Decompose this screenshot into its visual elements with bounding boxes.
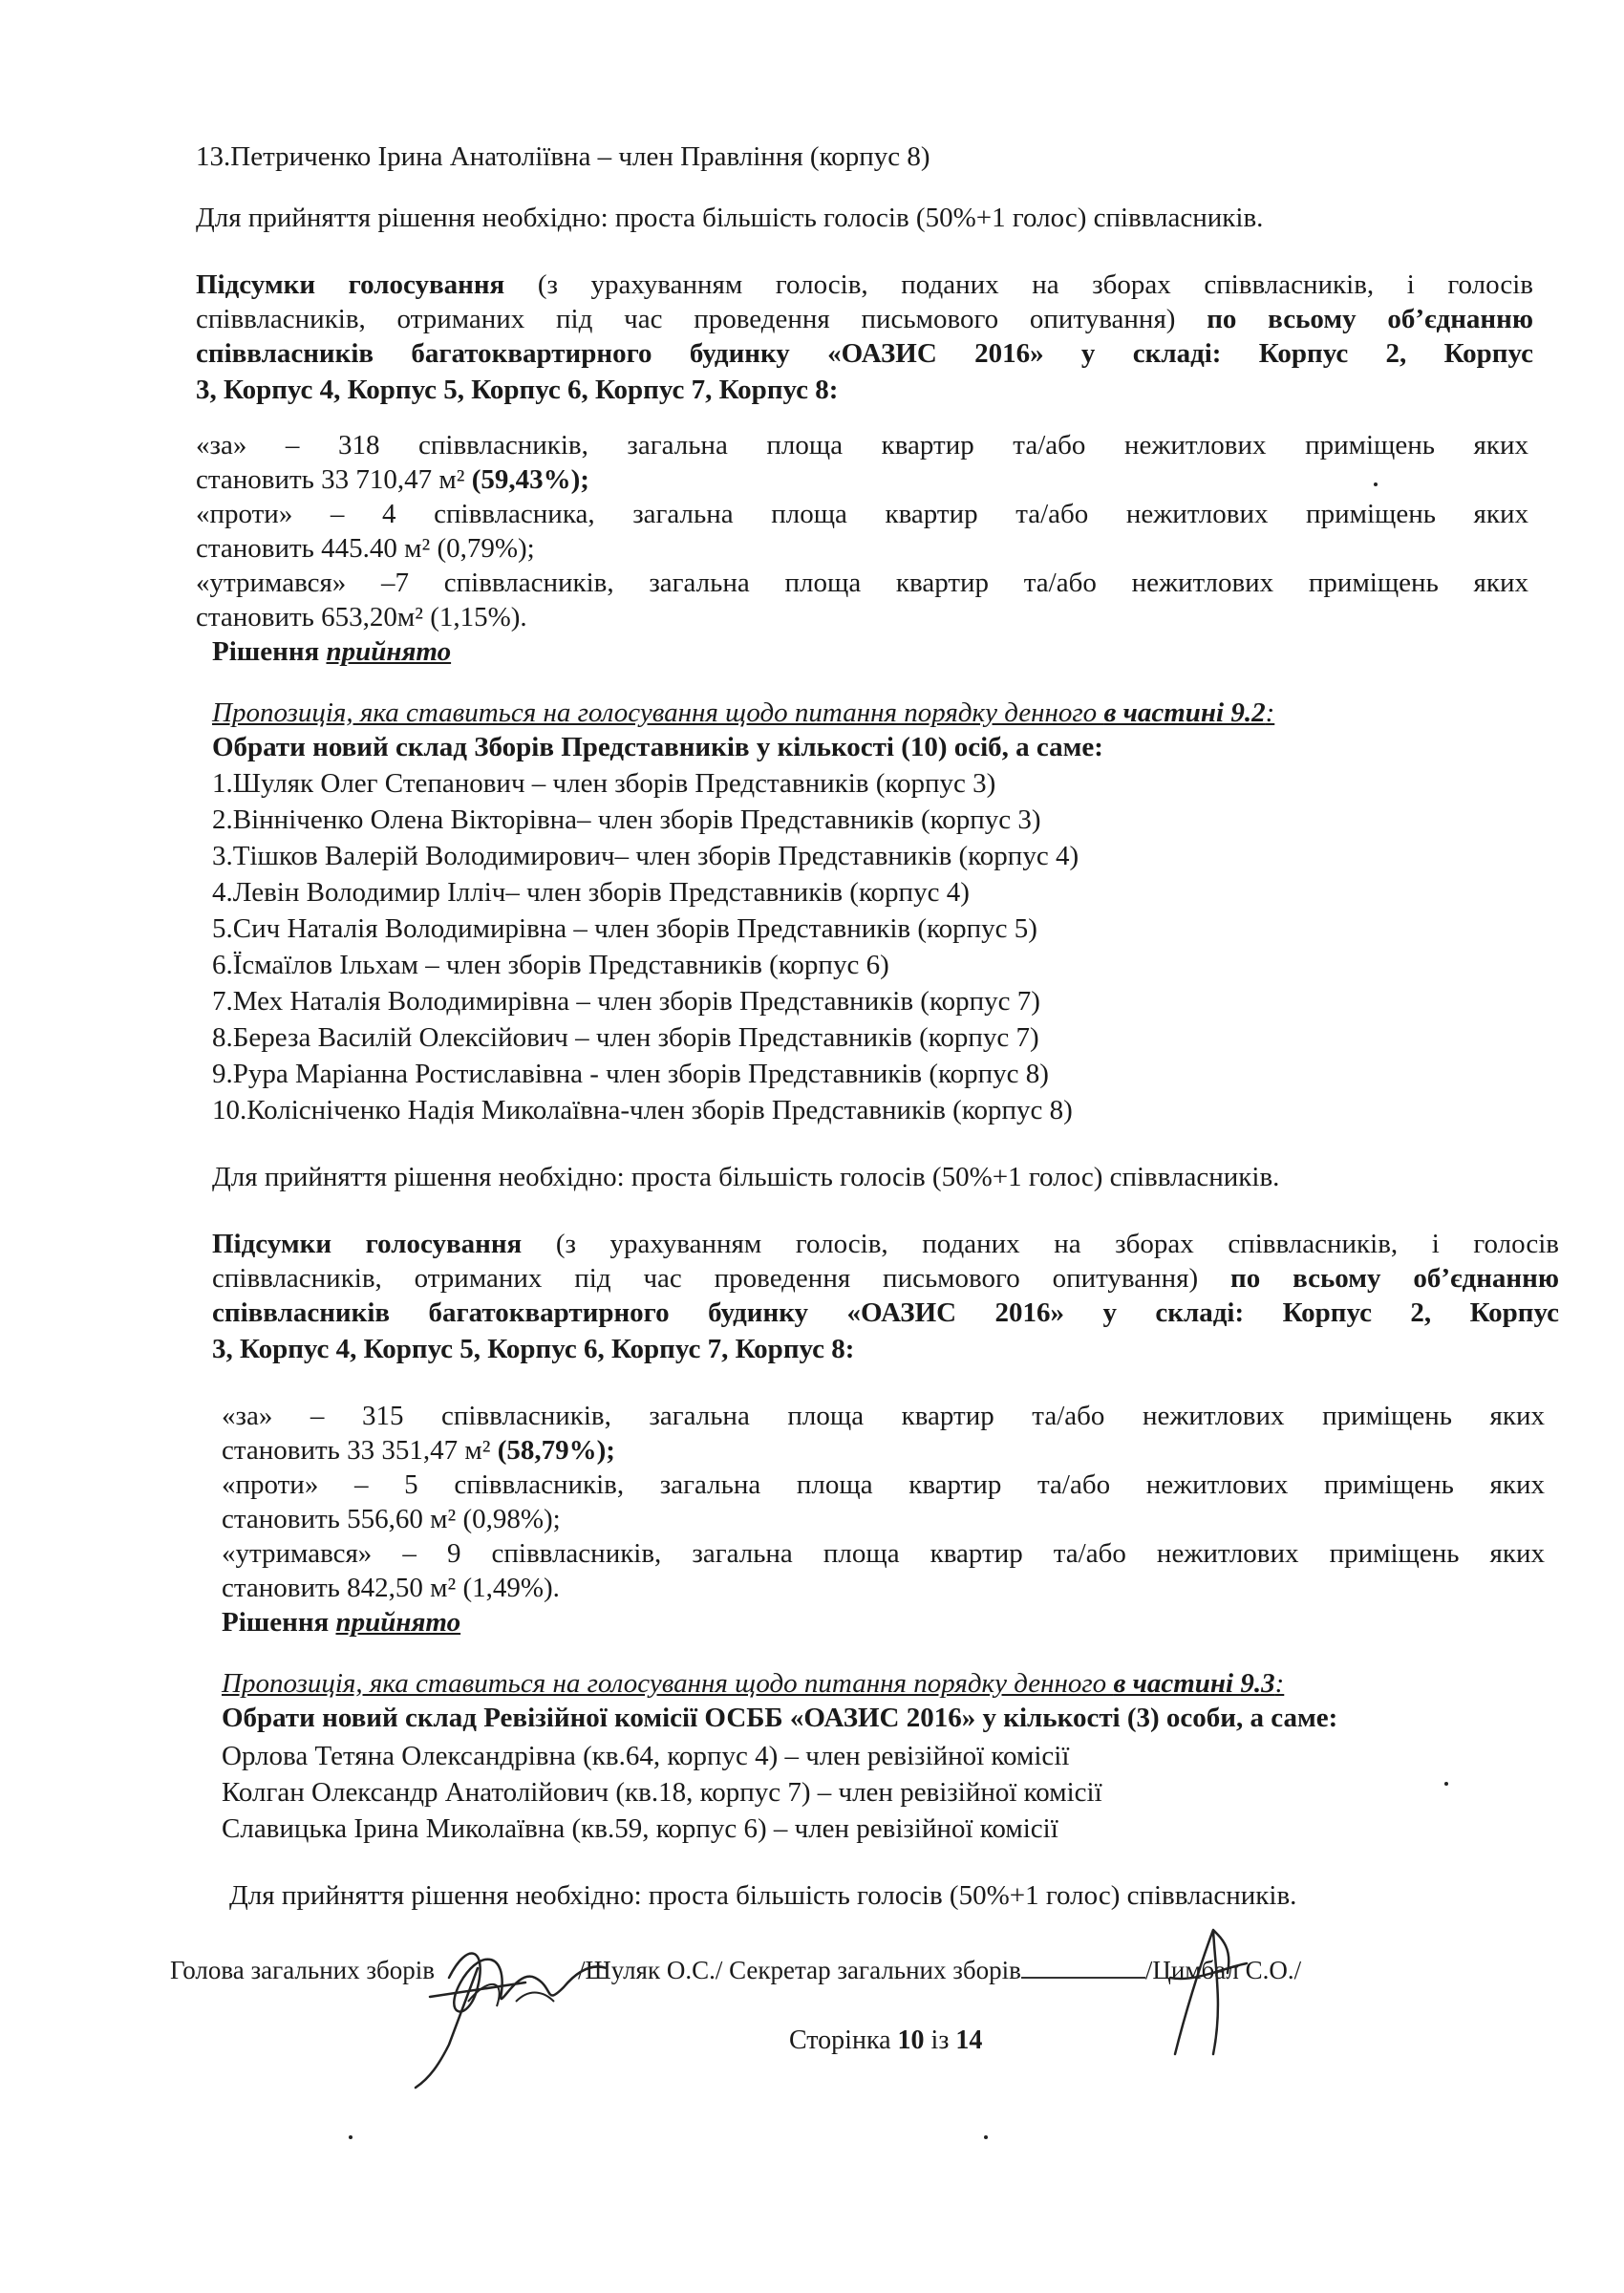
- vote-1-proty-line-1: «проти» – 4 співвласника, загальна площа квартир та/або нежитлових приміщень яких: [196, 499, 1528, 529]
- vote-1-utr-line-1: «утримався» –7 співвласників, загальна площа квартир та/або нежитлових приміщень яких: [196, 568, 1528, 598]
- decision-1-label: Рішення: [212, 636, 327, 667]
- vote-2-proty-line-2: становить 556,60 м² (0,98%);: [222, 1504, 561, 1534]
- page-total: 14: [955, 2025, 983, 2055]
- vote-2-za-percent: (58,79%);: [497, 1435, 615, 1466]
- proposal-9-2-part: в частині 9.2: [1103, 697, 1266, 728]
- summary-1-line-2: [196, 302, 1533, 336]
- vote-2-utr-line-1: «утримався» – 9 співвласників, загальна площа квартир та/або нежитлових приміщень яких: [222, 1538, 1545, 1569]
- representative-item: 7.Мех Наталія Володимирівна – член зборів Представників (корпус 7): [212, 986, 1040, 1017]
- proposal-9-2-colon: :: [1265, 697, 1275, 728]
- scan-speck: [349, 2135, 353, 2139]
- page-separator: із: [924, 2025, 956, 2055]
- representative-item: 2.Вінніченко Олена Вікторівна– член зборів Представників (корпус 3): [212, 804, 1041, 835]
- chair-signature-line: [170, 1953, 1301, 1987]
- secretary-label: Секретар загальних зборів: [729, 1956, 1021, 1984]
- decision-1: [212, 634, 451, 669]
- vote-2-proty-line-1: «проти» – 5 співвласників, загальна площа квартир та/або нежитлових приміщень яких: [222, 1469, 1545, 1500]
- proposal-9-3-heading: Обрати новий склад Ревізійної комісії ОСББ «ОАЗИС 2016» у кількості (3) особи, а саме:: [222, 1703, 1338, 1733]
- summary-2-line-1: [212, 1227, 1559, 1261]
- scan-speck: [1444, 1782, 1448, 1786]
- representative-item: 6.Їсмаїлов Ільхам – член зборів Представників (корпус 6): [212, 950, 889, 980]
- proposal-9-2-heading: Обрати новий склад Зборів Представників у кількості (10) осіб, а саме:: [212, 732, 1103, 762]
- summary-2-line-2: [212, 1261, 1559, 1296]
- summary-2-line-4: 3, Корпус 4, Корпус 5, Корпус 6, Корпус 7, Корпус 8:: [212, 1334, 855, 1364]
- proposal-9-2-intro: [212, 696, 1274, 730]
- chair-label: Голова загальних зборів: [170, 1956, 436, 1984]
- summary-1-bold-2: по всьому об’єднанню: [1207, 304, 1534, 334]
- chair-name: /Шуляк О.С./: [578, 1956, 723, 1984]
- requirement-note-1: Для прийняття рішення необхідно: проста більшість голосів (50%+1 голос) співвласників.: [196, 203, 1264, 233]
- page-prefix: Сторінка: [789, 2025, 898, 2055]
- page-number: [789, 2024, 982, 2058]
- chair-signature: [411, 1911, 640, 2092]
- scan-speck: [1374, 482, 1378, 486]
- audit-member-item: Славицька Ірина Миколаївна (кв.59, корпус 6) – член ревізійної комісії: [222, 1813, 1058, 1844]
- vote-2-za-area: становить 33 351,47 м²: [222, 1435, 498, 1466]
- vote-1-proty-line-2: становить 445.40 м² (0,79%);: [196, 533, 535, 564]
- board-member-13: 13.Петриченко Ірина Анатоліївна – член Правління (корпус 8): [196, 141, 930, 172]
- summary-2-title: Підсумки голосування: [212, 1229, 523, 1259]
- proposal-9-2-intro-text: Пропозиція, яка ставиться на голосування щодо питання порядку денного: [212, 697, 1104, 728]
- summary-2-bold-2: по всьому об’єднанню: [1230, 1263, 1560, 1294]
- requirement-note-2: Для прийняття рішення необхідно: проста більшість голосів (50%+1 голос) співвласників.: [212, 1162, 1280, 1192]
- vote-1-za-area: становить 33 710,47 м²: [196, 464, 472, 495]
- summary-1-line-3: співвласників багатоквартирного будинку «ОАЗИС 2016» у складі: Корпус 2, Корпус: [196, 338, 1533, 369]
- summary-1-text: (з урахуванням голосів, поданих на зборах співвласників, і голосів: [504, 269, 1533, 300]
- decision-2-label: Рішення: [222, 1607, 336, 1638]
- vote-1-utr-line-2: становить 653,20м² (1,15%).: [196, 602, 527, 632]
- decision-2: [222, 1605, 460, 1639]
- representative-item: 8.Береза Василій Олексійович – член зборів Представників (корпус 7): [212, 1022, 1039, 1053]
- representative-item: 9.Рура Маріанна Ростиславівна - член зборів Представників (корпус 8): [212, 1059, 1049, 1089]
- proposal-9-3-part: в частині 9.3: [1113, 1668, 1275, 1699]
- audit-member-item: Колган Олександр Анатолійович (кв.18, корпус 7) – член ревізійної комісії: [222, 1777, 1102, 1808]
- vote-2-za-line-1: «за» – 315 співвласників, загальна площа квартир та/або нежитлових приміщень яких: [222, 1401, 1545, 1431]
- summary-1-line-1: [196, 268, 1533, 302]
- vote-2-za-line-2: [222, 1433, 615, 1468]
- proposal-9-3-intro: [222, 1666, 1284, 1701]
- vote-1-za-line-1: «за» – 318 співвласників, загальна площа квартир та/або нежитлових приміщень яких: [196, 430, 1528, 461]
- representative-item: 3.Тішков Валерій Володимирович– член зборів Представників (корпус 4): [212, 841, 1079, 871]
- summary-2-text-2: співвласників, отриманих під час проведення письмового опитування): [212, 1263, 1230, 1294]
- summary-1-title: Підсумки голосування: [196, 269, 505, 300]
- summary-2-text: (з урахуванням голосів, поданих на зборах співвласників, і голосів: [522, 1229, 1559, 1259]
- vote-1-za-line-2: [196, 462, 589, 497]
- decision-2-value: прийнято: [335, 1607, 461, 1638]
- summary-1-text-2: співвласників, отриманих під час проведення письмового опитування): [196, 304, 1207, 334]
- scan-speck: [984, 2135, 988, 2139]
- vote-1-za-percent: (59,43%);: [471, 464, 589, 495]
- summary-1-line-4: 3, Корпус 4, Корпус 5, Корпус 6, Корпус 7, Корпус 8:: [196, 375, 839, 405]
- proposal-9-3-colon: :: [1274, 1668, 1285, 1699]
- secretary-name: /Цимбал С.О./: [1144, 1956, 1302, 1984]
- requirement-note-3: Для прийняття рішення необхідно: проста більшість голосів (50%+1 голос) співвласників.: [229, 1880, 1297, 1911]
- representative-item: 1.Шуляк Олег Степанович – член зборів Представників (корпус 3): [212, 768, 996, 799]
- secretary-signature: [1156, 1911, 1271, 2064]
- decision-1-value: прийнято: [326, 636, 452, 667]
- audit-member-item: Орлова Тетяна Олександрівна (кв.64, корпус 4) – член ревізійної комісії: [222, 1741, 1070, 1771]
- representative-item: 5.Сич Наталія Володимирівна – член зборів Представників (корпус 5): [212, 913, 1037, 944]
- representative-item: 10.Колісніченко Надія Миколаївна-член зборів Представників (корпус 8): [212, 1095, 1073, 1125]
- representative-item: 4.Левін Володимир Ілліч– член зборів Представників (корпус 4): [212, 877, 970, 908]
- proposal-9-3-intro-text: Пропозиція, яка ставиться на голосування щодо питання порядку денного: [222, 1668, 1114, 1699]
- summary-2-line-3: співвласників багатоквартирного будинку «ОАЗИС 2016» у складі: Корпус 2, Корпус: [212, 1297, 1559, 1328]
- vote-2-utr-line-2: становить 842,50 м² (1,49%).: [222, 1573, 560, 1603]
- page-current: 10: [897, 2025, 925, 2055]
